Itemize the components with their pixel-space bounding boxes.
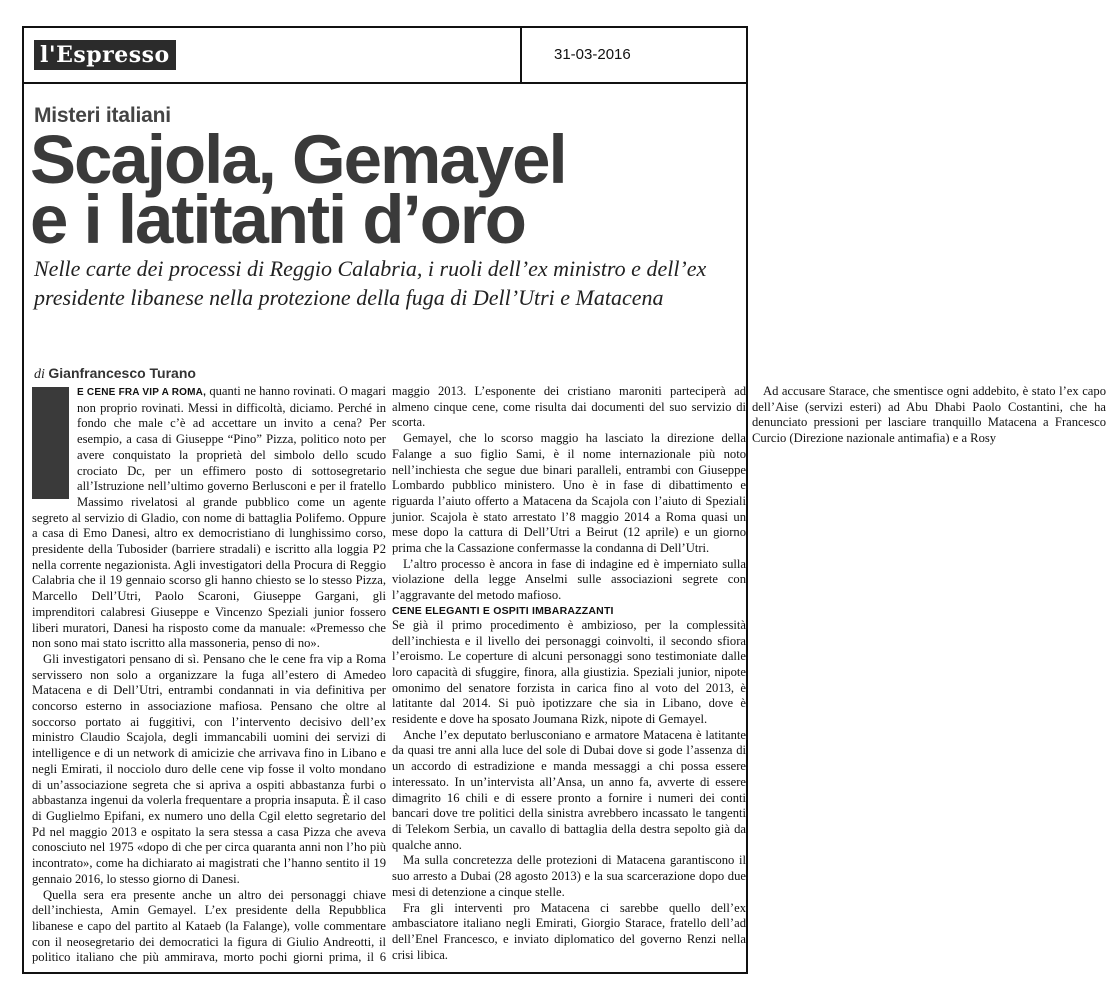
section-label: Misteri italiani bbox=[34, 104, 171, 127]
article-headline bbox=[30, 121, 730, 258]
paragraph: Fra gli interventi pro Matacena ci sarebbe quello dell’ex ambasciatore italiano negli Emirati, Giorgio Starace, fratello dell’ad dell’Enel Francesco, e inviato diplomatico del governo Renzi nella crisi libica. bbox=[392, 900, 746, 962]
paragraph: Ma sulla concretezza delle protezioni di Matacena garantiscono il suo arresto a Dubai (28 agosto 2013) e la sua scarcerazione dopo due mesi di detenzione a cinque stelle. bbox=[392, 853, 746, 899]
lead-in: E CENE FRA VIP A ROMA, bbox=[77, 387, 207, 398]
byline bbox=[34, 365, 196, 383]
issue-date: 31-03-2016 bbox=[554, 46, 631, 63]
paragraph: Quella sera era presente anche un altro dei personaggi chiave dell’inchiesta, Amin Gemayel. L’ex presidente della Repubblica libanese e capo del partito al Kataeb (la Falange), volle commentare con il neosegretario dei democratici la figura di Giulio Andreotti, il politico italiano che più ammirava, morto pochi giorni prima, il 6 maggio 2013. L’esponente dei cristiano maroniti parteciperà ad almeno cinque cene, come risulta dai documenti del suo servizio di scorta. bbox=[32, 384, 746, 965]
paragraph: Se già il primo procedimento è ambizioso, per la complessità dell’inchiesta e il livello dei personaggi coinvolti, il secondo sfiora l’eroismo. Le coperture di alcuni personaggi sono testimoniate dalle loro capacità di sfuggire, finora, alla giustizia. Speziali junior, nipote omonimo del senatore forzista in carica fino al voto del 2013, è latitante dal 2014. Si può ipotizzare che sia in Libano, dove è residente e dove ha sposato Joumana Rizk, nipote di Gemayel. bbox=[392, 617, 746, 727]
paragraph: Gli investigatori pensano di sì. Pensano che le cene fra vip a Roma servissero non solo a organizzare la fuga all’estero di Amedeo Matacena e di Dell’Utri, entrambi condannati in via definitiva per concorso esterno in associazione mafiosa. Pensano che oltre al soccorso portato ai fuggitivi, con l’intervento decisivo dell’ex ministro Claudio Scajola, degli immancabili uomini dei servizi di intelligence e di un network di amicizie che arrivava fino in Libano e negli Emirati, il nocciolo duro delle cene vip fosse il volto mondano di un’associazione segreta che si apriva a ospiti abbastanza furbi o abbastanza ingenui da volerla frequentare a propria insaputa. È il caso di Guglielmo Epifani, ex numero uno della Cgil eletto segretario del Pd nel maggio 2013 e ospitato la sera stessa a casa Pizza che aveva conosciuto nel 1975 «dopo di che per circa quaranta anni non l’ho più incontrato», come ha dichiarato ai magistrati che l’hanno sentito il 19 gennaio 2016, lo stesso giorno di Danesi. bbox=[32, 651, 386, 886]
paragraph-text: quanti ne hanno rovinati. O magari non proprio rovinati. Messi in difficoltà, diciamo. Perché in fondo che male c’è ad accettare un invito a cena? Per esempio, a casa di Giuseppe “Pino” Pizza, politico noto per avere conquistato la proprietà del simbolo dello scudo crociato Dc, per un effimero posto di sottosegretario all’Istruzione nell’ultimo governo Berlusconi e per il fratello Massimo rivelatosi al grande pubblico come un agente segreto al servizio di Gladio, con nome di battaglia Polifemo. Oppure a casa di Emo Danesi, altro ex democristiano di lunghissimo corso, presidente della Tubosider (barriere stradali) e iscritto alla loggia P2 nella corrente negazionista. Agli investigatori della Procura di Reggio Calabria che il 19 gennaio scorso gli hanno chiesto se lo stesso Pizza, Marcello Dell’Utri, Paolo Scaroni, Giuseppe Gargani, gli imprenditori calabresi Giuseppe e Vincenzo Speziali junior fossero liberi muratori, Danesi ha risposto come da manuale: «Premesso che non sono mai stato iscritto alla massoneria, penso di no». bbox=[32, 384, 386, 651]
paragraph: Ad accusare Starace, che smentisce ogni addebito, è stato l’ex capo dell’Aise (servizi esteri) ad Abu Dhabi Paolo Costantini, che ha denunciato pressioni per lasciare tranquillo Matacena a Francesco Curcio (Direzione nazionale antimafia) e a Rosy bbox=[752, 384, 1106, 446]
paragraph bbox=[32, 384, 386, 652]
author-name: Gianfrancesco Turano bbox=[48, 365, 196, 381]
paragraph: Gemayel, che lo scorso maggio ha lasciato la direzione della Falange a suo figlio Sami, è il nome internazionale più noto nell’inchiesta che segue due binari paralleli, entrambi con Giuseppe Lombardo pubblico ministero. Uno è in fase di dibattimento e riguarda l’aiuto offerto a Matacena da Scajola con l’aiuto di Speziali junior. Scajola è stato arrestato l’8 maggio 2014 a Roma quasi un mese dopo la cattura di Dell’Utri a Beirut (12 aprile) e un giorno prima che la Cassazione confermasse la condanna di Dell’Utri. bbox=[392, 431, 746, 556]
drop-cap bbox=[32, 387, 69, 499]
article-deck: Nelle carte dei processi di Reggio Calabria, i ruoli dell’ex ministro e dell’ex presidente libanese nella protezione della fuga di Dell’Utri e Matacena bbox=[34, 256, 707, 310]
subhead: CENE ELEGANTI E OSPITI IMBARAZZANTI bbox=[392, 604, 614, 617]
article-body bbox=[32, 384, 1106, 968]
byline-prefix: di bbox=[34, 367, 45, 382]
espresso-logo: l'Espresso bbox=[34, 40, 176, 70]
page-frame bbox=[22, 26, 1106, 974]
masthead-bar bbox=[24, 28, 746, 84]
headline-line-2: e i latitanti d’oro bbox=[30, 181, 525, 258]
headline-line-1: Scajola, Gemayel bbox=[30, 121, 566, 198]
paragraph: L’altro processo è ancora in fase di indagine ed è imperniato sulla violazione della legge Anselmi sulle associazioni segrete con l’aggravante del metodo mafioso. bbox=[392, 556, 746, 603]
paragraph: Anche l’ex deputato berlusconiano e armatore Matacena è latitante da quasi tre anni alla luce del sole di Dubai dove si gode l’assenza di un accordo di estradizione e manda messaggi a chi possa essere interessato. In un’intervista all’Ansa, un anno fa, avverte di essere dimagrito 16 chili e di essere pronto a fornire i numeri dei conti bancari dove tre politici della sinistra avrebbero incassato le tangenti di Telekom Serbia, un cavallo di battaglia della destra sepolto già da qualche anno. bbox=[392, 727, 746, 852]
masthead-divider bbox=[520, 28, 522, 82]
